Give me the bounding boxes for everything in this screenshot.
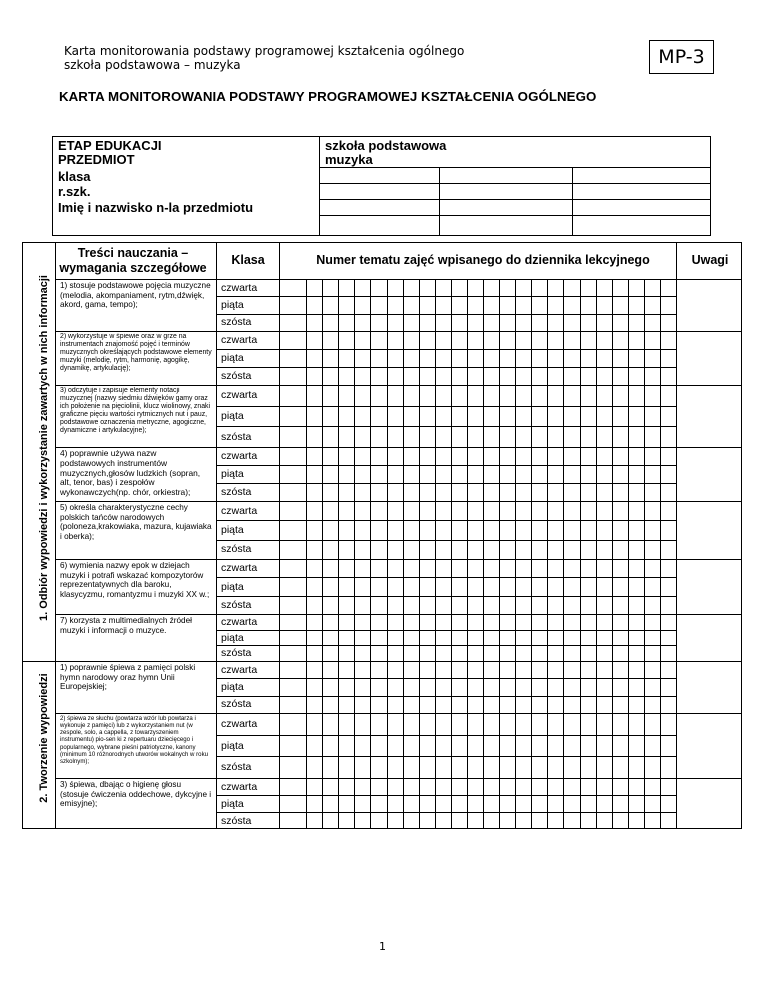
document-title: KARTA MONITOROWANIA PODSTAWY PROGRAMOWEJ KSZTAŁCENIA OGÓLNEGO: [59, 89, 597, 104]
requirement-divider: [55, 713, 742, 714]
grid-column-line: [483, 279, 484, 829]
grid-column-line: [563, 279, 564, 829]
label-klasa: klasa: [58, 169, 91, 184]
info-divider: [319, 199, 711, 200]
requirement-divider: [55, 331, 742, 332]
klasa-row-divider: [216, 406, 676, 407]
klasa-label: piąta: [221, 681, 244, 693]
klasa-row-divider: [216, 630, 676, 631]
klasa-label: czwarta: [221, 780, 258, 793]
klasa-label: piąta: [221, 352, 244, 364]
header-line-1: Karta monitorowania podstawy programowej kształcenia ogólnego: [64, 44, 465, 58]
grid-column-line: [322, 279, 323, 829]
grid-column-line: [419, 279, 420, 829]
klasa-label: piąta: [221, 739, 244, 752]
header-line-2: szkoła podstawowa – muzyka: [64, 58, 241, 72]
grid-column-line: [547, 279, 548, 829]
klasa-row-divider: [216, 756, 676, 757]
klasa-row-divider: [216, 520, 676, 521]
klasa-row-divider: [216, 367, 676, 368]
klasa-label: czwarta: [221, 389, 258, 402]
requirement-text: 5) określa charakterystyczne cechy polskich tańców narodowych (poloneza,krakowiaka, mazura, kujawiaka i oberka);: [60, 503, 212, 541]
klasa-label: piąta: [221, 524, 244, 536]
requirement-divider: [55, 559, 742, 560]
klasa-label: czwarta: [221, 562, 258, 575]
label-nauczyciel: Imię i nazwisko n-la przedmiotu: [58, 200, 254, 215]
klasa-row-divider: [216, 696, 676, 697]
grid-column-line: [403, 279, 404, 829]
requirement-text: 4) poprawnie używa nazw podstawowych instrumentów muzycznych,głosów ludzkich (sopran, alt, tenor, bas) i zespołów wykonawczych(np. chór, orkiestra);: [60, 449, 201, 498]
grid-column-line: [644, 279, 645, 829]
requirement-text: 2) śpiewa ze słuchu (powtarza wzór lub powtarza i wykonuje z pamięci) lub z wykorzystaniem nut (w zespole, solo, a cappella, z towarzyszeniem instrumentu) pio-sen ki z repertuaru dziecięcego i popularnego, wybrane pieśni patriotyczne, kanony (minimum 10 różnorodnych utworów wokalnych w roku szkolnym);: [60, 715, 208, 765]
requirement-text: 1) stosuje podstawowe pojęcia muzyczne (melodia, akompaniament, rytm,dźwięk, akord, gama, tempo);: [60, 281, 211, 310]
klasa-label: szósta: [221, 316, 252, 329]
grid-column-line: [531, 279, 532, 829]
grid-column-line: [499, 279, 500, 829]
klasa-label: szósta: [221, 486, 252, 498]
header-uwagi: Uwagi: [691, 253, 729, 267]
klasa-label: czwarta: [221, 717, 258, 730]
klasa-label: czwarta: [221, 504, 258, 517]
requirement-text: 2) wykorzystuje w śpiewie oraz w grze na instrumentach znajomość pojęć i terminów muzycznych określających podstawowe elementy muzyki (melodię, rytm, harmonię, agogikę, dynamikę, artykulację);: [60, 333, 212, 373]
grid-column-line: [435, 279, 436, 829]
page-number: 1: [379, 940, 386, 953]
requirement-divider: [55, 614, 742, 615]
label-rok-szkolny: r.szk.: [58, 184, 91, 199]
klasa-row-divider: [216, 735, 676, 736]
klasa-label: szósta: [221, 430, 252, 443]
grid-column-line: [338, 279, 339, 829]
klasa-label: szósta: [221, 647, 252, 660]
klasa-row-divider: [216, 349, 676, 350]
grid-column-line: [580, 279, 581, 829]
grid-column-line: [612, 279, 613, 829]
klasa-label: czwarta: [221, 615, 258, 628]
label-etap-edukacji: ETAP EDUKACJI: [58, 138, 162, 153]
klasa-label: piąta: [221, 631, 244, 644]
klasa-row-divider: [216, 596, 676, 597]
requirement-divider: [55, 447, 742, 448]
header-numer-tematu: Numer tematu zajęć wpisanego do dziennika lekcyjnego: [316, 253, 650, 267]
info-cell-divider: [572, 167, 573, 235]
requirement-divider: [55, 778, 742, 779]
info-divider: [319, 167, 711, 168]
klasa-row-divider: [216, 426, 676, 427]
klasa-label: czwarta: [221, 663, 258, 676]
klasa-label: czwarta: [221, 281, 258, 294]
grid-column-line: [306, 279, 307, 829]
klasa-label: szósta: [221, 543, 252, 556]
klasa-label: szósta: [221, 761, 252, 774]
klasa-row-divider: [216, 577, 676, 578]
requirement-divider: [55, 501, 742, 502]
grid-column-line: [596, 279, 597, 829]
klasa-label: piąta: [221, 468, 244, 480]
grid-column-line: [628, 279, 629, 829]
section-2-label: 2. Tworzenie wypowiedzi: [38, 673, 50, 803]
requirement-text: 6) wymienia nazwy epok w dziejach muzyki i potrafi wskazać kompozytorów reprezentatywnych dla baroku, klasycyzmu, romantyzmu i muzyki XX w.;: [60, 561, 210, 599]
value-etap-edukacji: szkoła podstawowa: [325, 138, 447, 153]
requirement-text: 3) odczytuje i zapisuje elementy notacji muzycznej (nazwy siedmiu dźwięków gamy oraz ich położenie na pięciolinii, klucz wiolinowy, znaki graficzne pięciu wartości rytmicznych nut i pauz, podstawowe oznaczenia metryczne, agogiczne, dynamiczne i artykulacyjne);: [60, 387, 211, 435]
grid-column-line: [467, 279, 468, 829]
klasa-label: szósta: [221, 698, 252, 711]
klasa-label: piąta: [221, 299, 244, 311]
form-code-badge: MP-3: [649, 40, 714, 74]
klasa-label: szósta: [221, 598, 252, 611]
klasa-row-divider: [216, 645, 676, 646]
info-divider: [319, 183, 711, 184]
klasa-row-divider: [216, 812, 676, 813]
klasa-row-divider: [216, 678, 676, 679]
requirement-text: 1) poprawnie śpiewa z pamięci polski hymn narodowy oraz hymn Unii Europejskiej;: [60, 663, 196, 692]
grid-column-line: [354, 279, 355, 829]
label-przedmiot: PRZEDMIOT: [58, 152, 135, 167]
lesson-number-grid[interactable]: [290, 279, 676, 829]
grid-column-line: [451, 279, 452, 829]
klasa-row-divider: [216, 465, 676, 466]
requirement-text: 7) korzysta z multimedialnych źródeł muzyki i informacji o muzyce.: [60, 616, 192, 635]
section-1-label: 1. Odbiór wypowiedzi i wykorzystanie zawartych w nich informacji: [38, 275, 50, 621]
klasa-label: czwarta: [221, 450, 258, 462]
info-cell-divider: [439, 167, 440, 235]
grid-column-line: [370, 279, 371, 829]
info-box: [52, 136, 711, 236]
klasa-row-divider: [216, 795, 676, 796]
klasa-label: szósta: [221, 814, 252, 827]
requirement-divider: [55, 385, 742, 386]
klasa-row-divider: [216, 483, 676, 484]
grid-column-line: [387, 279, 388, 829]
requirement-text: 3) śpiewa, dbając o higienę głosu (stosuje ćwiczenia oddechowe, dykcyjne i emisyjne);: [60, 780, 212, 809]
info-divider: [319, 215, 711, 216]
klasa-label: piąta: [221, 797, 244, 810]
klasa-row-divider: [216, 296, 676, 297]
klasa-label: szósta: [221, 370, 252, 382]
value-przedmiot: muzyka: [325, 152, 373, 167]
klasa-label: piąta: [221, 410, 244, 422]
header-klasa: Klasa: [231, 253, 265, 267]
grid-column-line: [660, 279, 661, 829]
klasa-label: czwarta: [221, 334, 258, 346]
klasa-row-divider: [216, 540, 676, 541]
klasa-row-divider: [216, 314, 676, 315]
header-tresci: Treści nauczania – wymagania szczegółowe: [59, 246, 207, 275]
monitoring-table: [22, 242, 742, 829]
grid-column-line: [515, 279, 516, 829]
klasa-label: piąta: [221, 580, 244, 593]
